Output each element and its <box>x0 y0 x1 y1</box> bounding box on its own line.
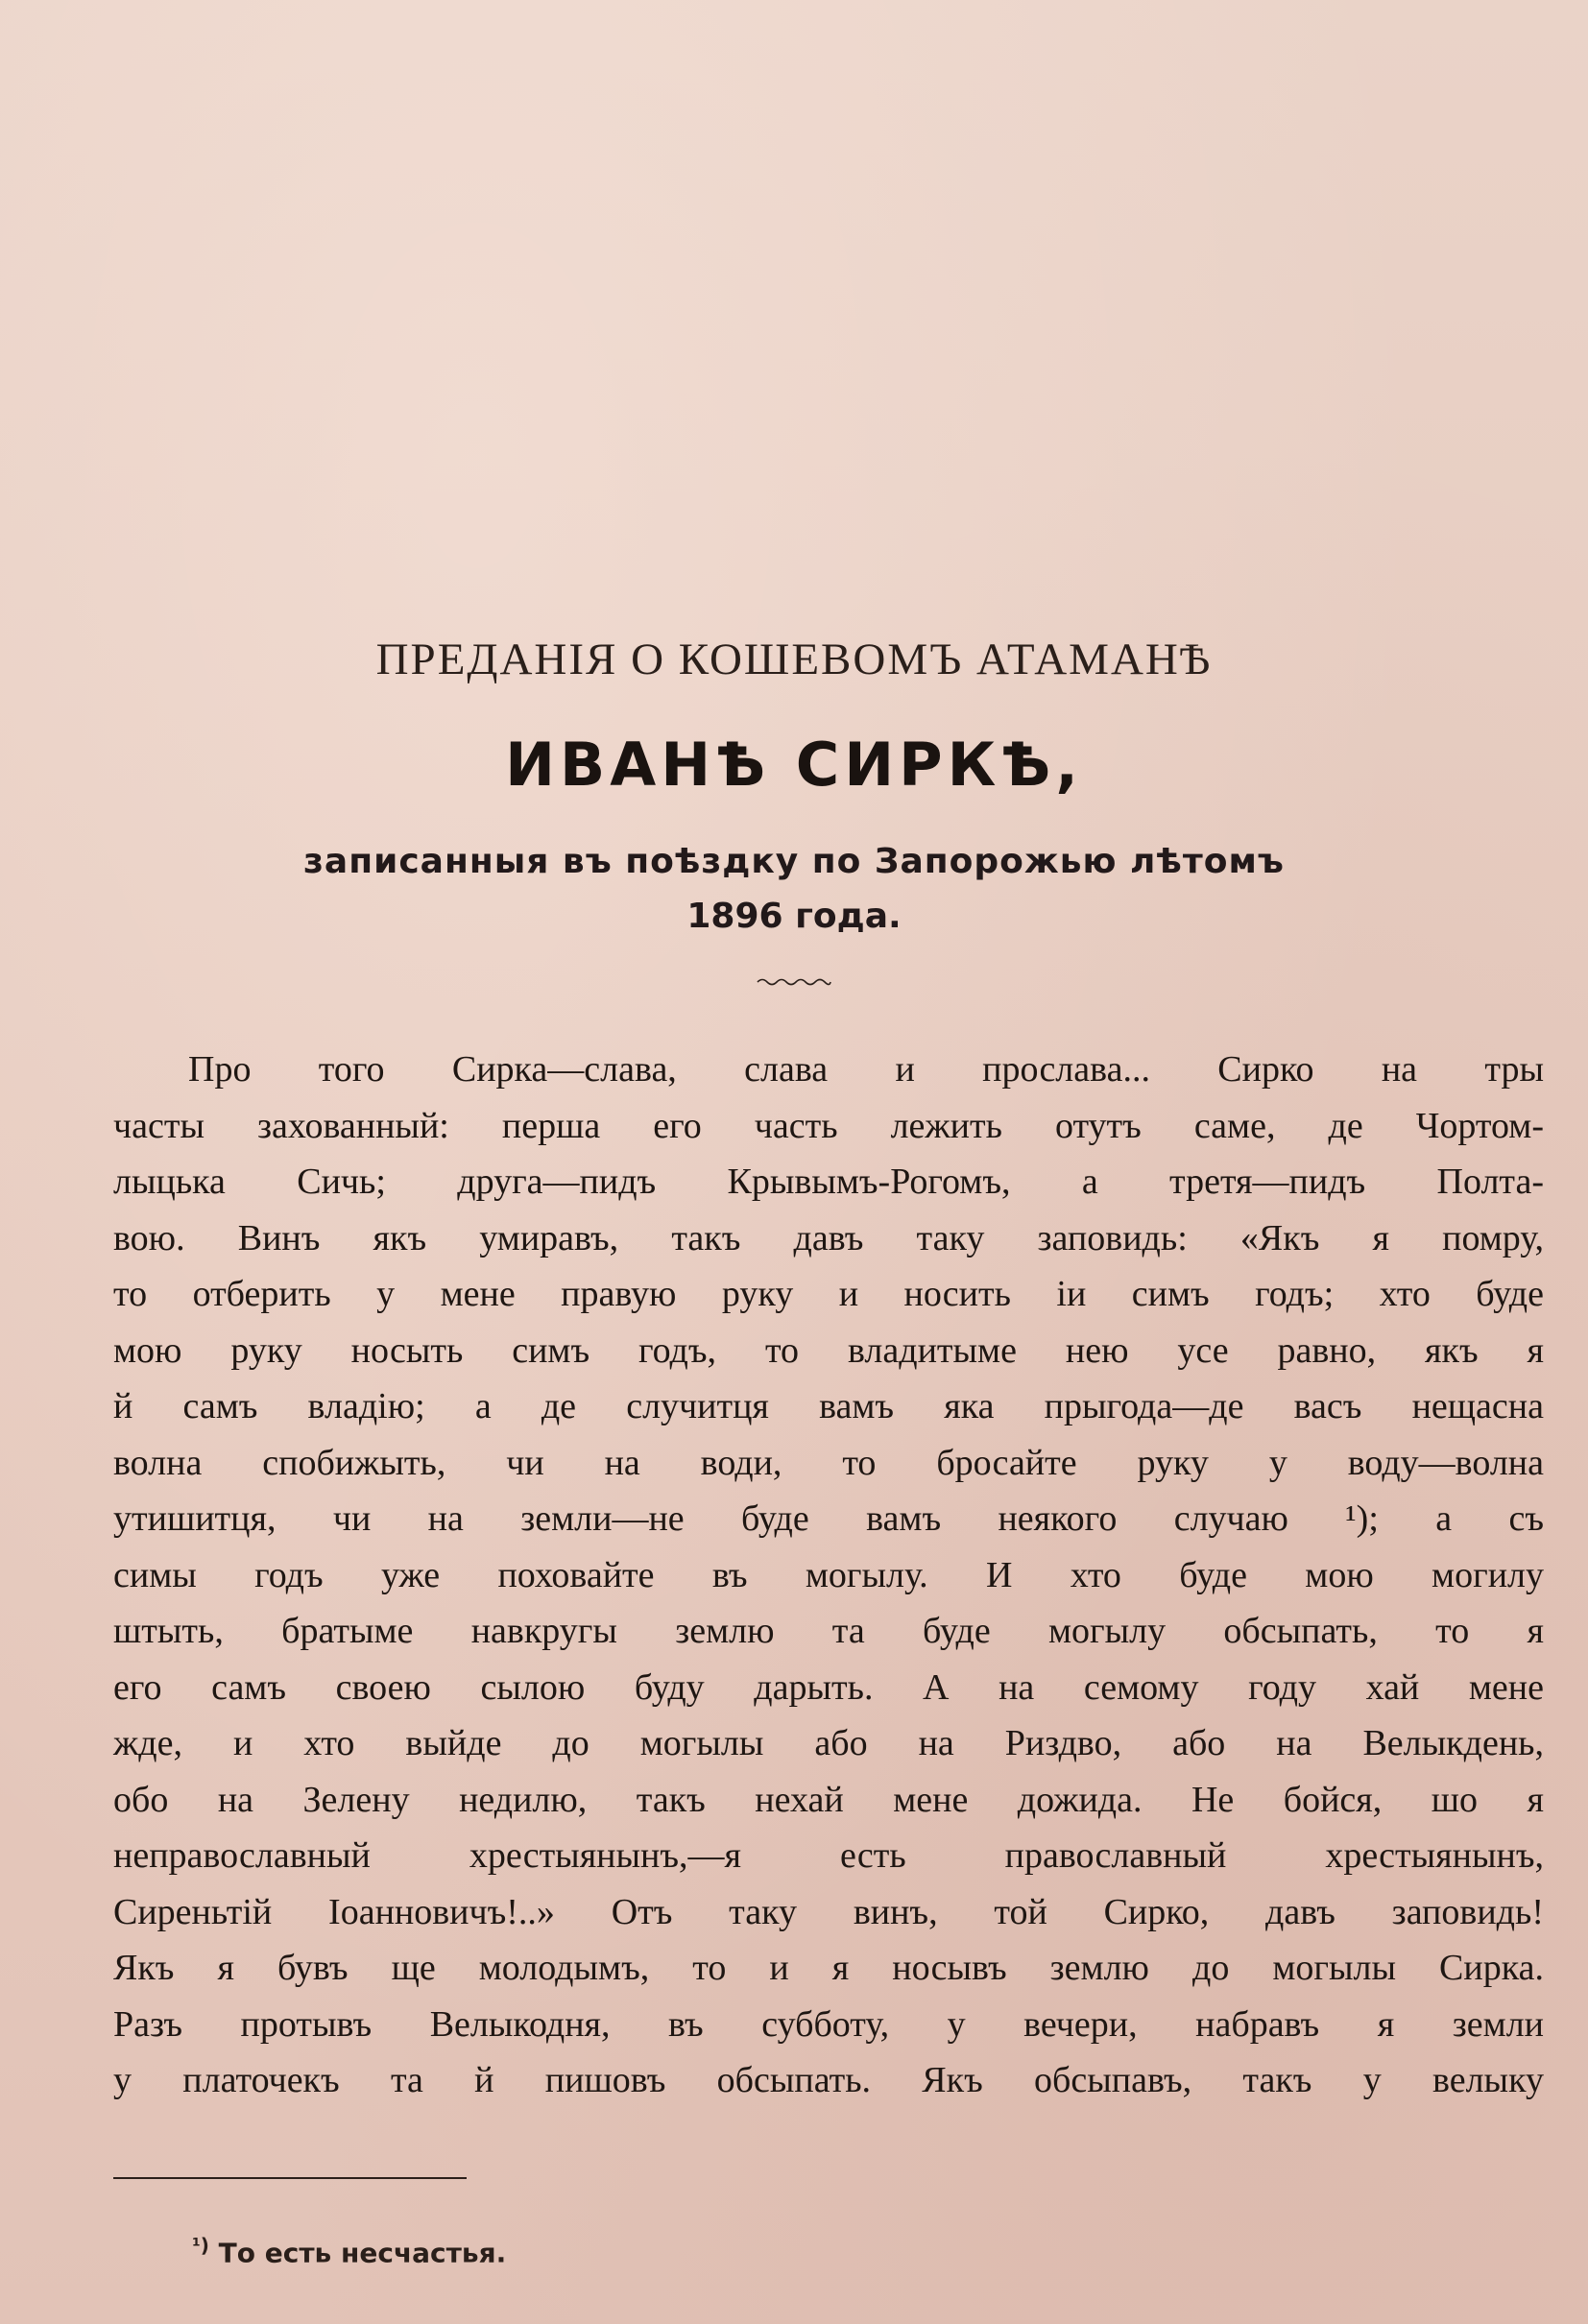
footnote-divider <box>113 2177 467 2179</box>
text-line: у платочекъ та й пишовъ обсыпать. Якъ обсыпавъ, такъ у велыку <box>113 2060 1544 2100</box>
text-line: Про того Сирка—слава, слава и прослава... Сирко на тры <box>188 1049 1544 1090</box>
text-line: утишитця, чи на земли—не буде вамъ неякого случаю ¹); а съ <box>113 1498 1544 1539</box>
text-line: неправославный хрестыянынъ,—я есть православный хрестыянынъ, <box>113 1835 1544 1876</box>
text-line: жде, и хто выйде до могылы або на Риздво, або на Велыкдень, <box>113 1723 1544 1763</box>
heading-subtitle-line: записанныя въ поѣздку по Запорожью лѣтомъ <box>303 842 1285 881</box>
text-line: штыть, братыме навкругы землю та буде могылу обсыпать, то я <box>113 1611 1544 1651</box>
heading-title-line: ПРЕДАНІЯ О КОШЕВОМЪ АТАМАНѢ <box>375 635 1213 684</box>
footnote-mark: ¹) <box>192 2234 209 2257</box>
text-line: Разъ протывъ Велыкодня, въ субботу, у вечери, набравъ я земли <box>113 2003 1544 2045</box>
wavy-ornament-icon <box>756 975 832 989</box>
text-line: его самъ своею сылою буду дарыть. А на семому году хай мене <box>113 1666 1544 1708</box>
text-line: вою. Винъ якъ умиравъ, такъ давъ таку заповидь: «Якъ я помру, <box>113 1217 1544 1258</box>
heading-year-line: 1896 года. <box>686 897 902 936</box>
footnote-text: То есть несчастья. <box>218 2237 507 2269</box>
text-line: обо на Зелену недилю, такъ нехай мене дожида. Не бойся, шо я <box>113 1779 1544 1820</box>
text-line: волна спобижыть, чи на води, то бросайте руку у воду—волна <box>113 1442 1544 1483</box>
text-line: й самъ владію; а де случитця вамъ яка прыгода—де васъ нещасна <box>113 1386 1544 1426</box>
text-line: лыцька Сичь; друга—пидъ Крывымъ-Рогомъ, а третя—пидъ Полта- <box>113 1162 1544 1202</box>
body-text <box>113 1042 1544 2109</box>
text-line: симы годъ уже поховайте въ могылу. И хто буде мою могилу <box>113 1554 1544 1595</box>
text-line: то отберить у мене правую руку и носить іи симъ годъ; хто буде <box>113 1274 1544 1314</box>
footnote <box>192 2234 506 2268</box>
heading-name-line: ИВАНѢ СИРКѢ, <box>505 730 1083 800</box>
text-line: мою руку носыть симъ годъ, то владитыме нею усе равно, якъ я <box>113 1330 1544 1371</box>
text-line: часты захованный: перша его часть лежить отутъ саме, де Чортом- <box>113 1105 1544 1146</box>
text-line: Якъ я бувъ ще молодымъ, то и я носывъ землю до могылы Сирка. <box>113 1948 1544 1988</box>
text-line: Сиреньтій Іоанновичъ!..» Отъ таку винъ, той Сирко, давъ заповидь! <box>113 1891 1544 1932</box>
